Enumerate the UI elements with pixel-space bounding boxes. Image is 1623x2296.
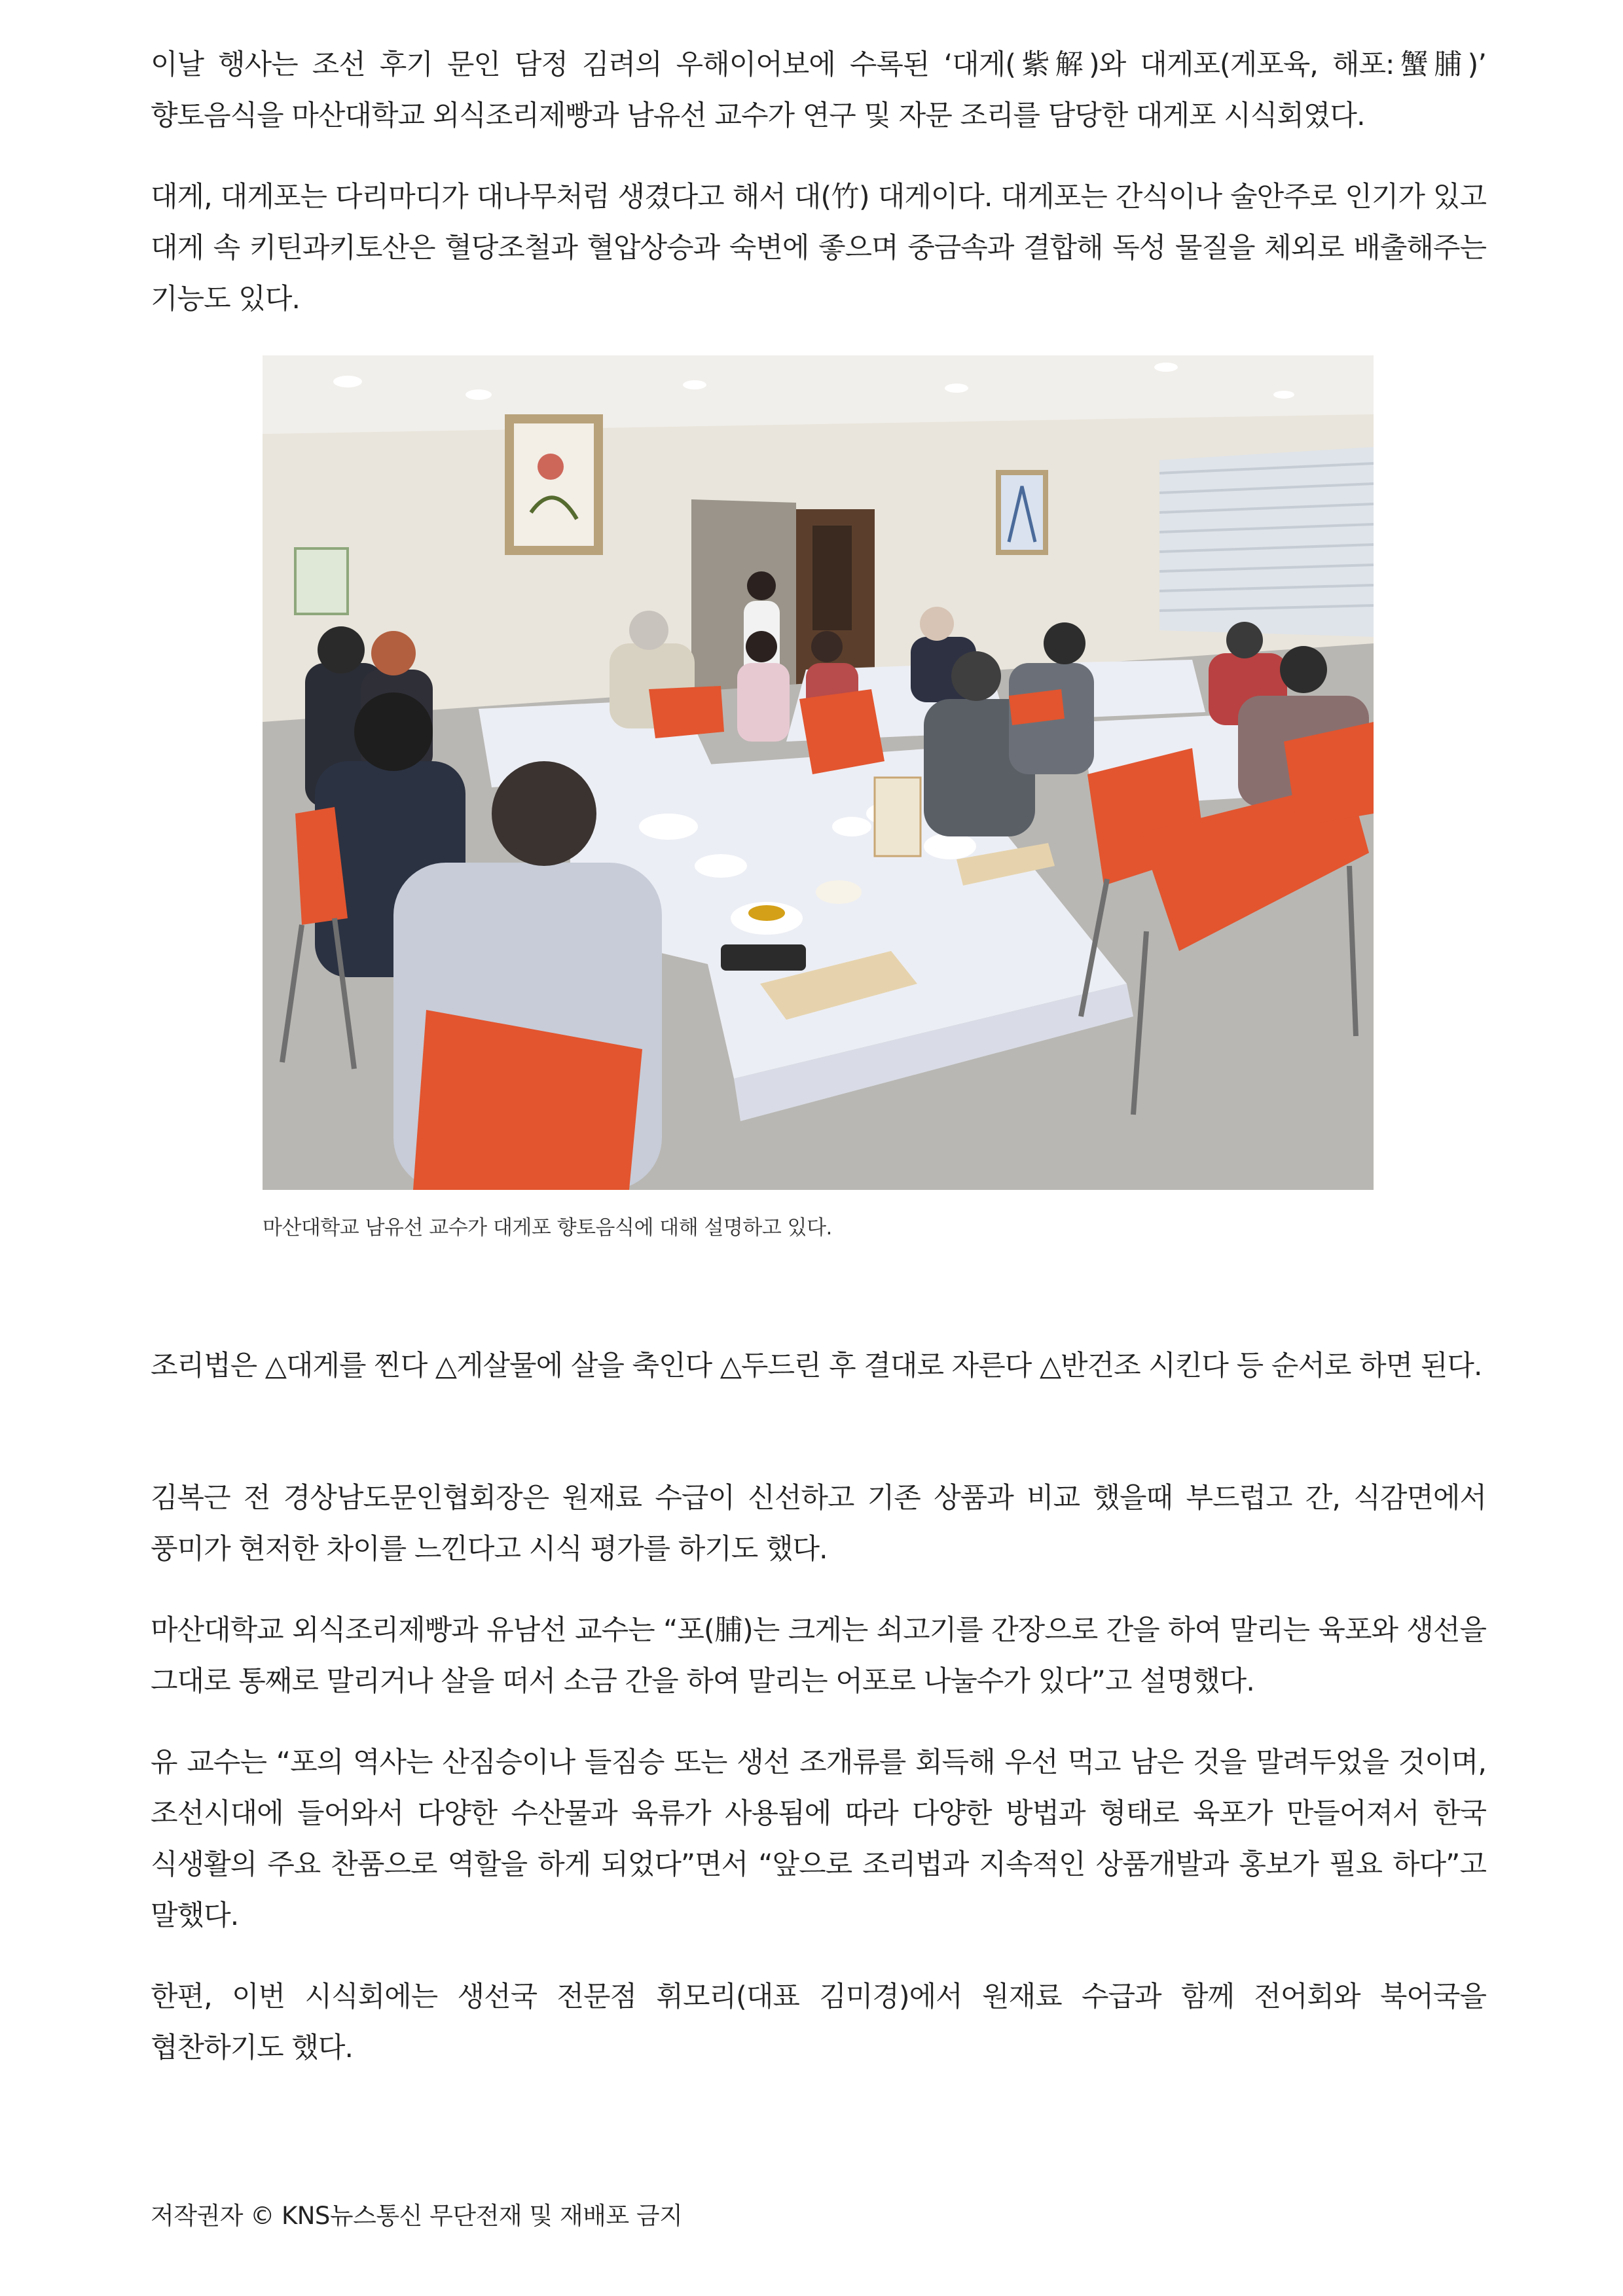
article-paragraph: 한편, 이번 시식회에는 생선국 전문점 휘모리(대표 김미경)에서 원재료 수급과 함께 전어회와 북어국을 협찬하기도 했다.	[151, 1981, 1486, 2064]
article-paragraph: 대게, 대게포는 다리마디가 대나무처럼 생겼다고 해서 대(竹) 대게이다. 대게포는 간식이나 술안주로 인기가 있고 대게 속 키틴과키토산은 혈당조철과 혈압상승과 숙변에 좋으며 중금속과 결합해 독성 물질을 체외로 배출해주는 기능도 있다.	[151, 181, 1486, 315]
copyright-notice: 저작권자 © KNS뉴스통신 무단전재 및 재배포 금지	[151, 2202, 683, 2230]
window-blinds	[1159, 447, 1374, 637]
photo-caption: 마산대학교 남유선 교수가 대게포 향토음식에 대해 설명하고 있다.	[263, 1216, 832, 1240]
article-paragraph: 마산대학교 외식조리제빵과 유남선 교수는 “포(脯)는 크게는 쇠고기를 간장으로 간을 하여 말리는 육포와 생선을 그대로 통째로 말리거나 살을 떠서 소금 간을 하여 말리는 어포로 나눌수가 있다”고 설명했다.	[151, 1614, 1486, 1698]
tasting-event-illustration	[263, 355, 1374, 1190]
article-paragraph: 김복근 전 경상남도문인협회장은 원재료 수급이 신선하고 기존 상품과 비교 했을때 부드럽고 간, 식감면에서 풍미가 현저한 차이를 느낀다고 시식 평가를 하기도 했다.	[151, 1482, 1486, 1566]
article-paragraph: 조리법은 △대게를 찐다 △게살물에 살을 축인다 △두드린 후 결대로 자른다 △반건조 시킨다 등 순서로 하면 된다.	[151, 1350, 1482, 1382]
article-paragraph: 유 교수는 “포의 역사는 산짐승이나 들짐승 또는 생선 조개류를 회득해 우선 먹고 남은 것을 말려두었을 것이며, 조선시대에 들어와서 다양한 수산물과 육류가 사용됨에 따라 다양한 방법과 형태로 육포가 만들어져서 한국 식생활의 주요 찬품으로 역할을 하게 되었다”면서 “앞으로 조리법과 지속적인 상품개발과 홍보가 필요 하다”고 말했다.	[151, 1746, 1486, 1932]
article-paragraph: 이날 행사는 조선 후기 문인 담정 김려의 우해이어보에 수록된 ‘대게(紫解)와 대게포(게포육, 해포:蟹脯)’ 향토음식을 마산대학교 외식조리제빵과 남유선 교수가 연구 및 자문 조리를 담당한 대게포 시식회였다.	[151, 48, 1486, 132]
wall-painting-right	[996, 470, 1048, 555]
article-figure	[263, 355, 1374, 1242]
event-photo	[263, 355, 1374, 1190]
wall-painting-left	[505, 414, 603, 555]
